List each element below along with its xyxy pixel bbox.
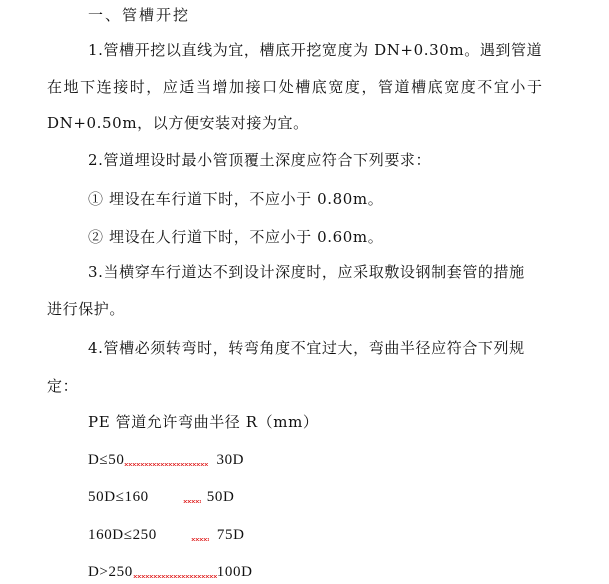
item-2-line-1: 2.管道埋设时最小管顶覆土深度应符合下列要求：: [88, 151, 432, 169]
row-condition: D>250: [88, 564, 133, 580]
bend-radius-row: [88, 487, 234, 507]
spellcheck-underline: [133, 572, 217, 578]
item-4-line-1: 4.管槽必须转弯时，转弯角度不宜过大，弯曲半径应符合下列规: [88, 339, 525, 357]
row-condition: D≤50: [88, 452, 125, 468]
item-1-line-3: DN+0.50m，以方便安装对接为宜。: [47, 114, 309, 132]
item-2-sub-1: ① 埋设在车行道下时，不应小于 0.80m。: [88, 190, 384, 208]
row-radius: 30D: [216, 452, 245, 468]
row-condition: 50D≤160: [88, 489, 149, 505]
row-condition: 160D≤250: [88, 527, 157, 543]
bend-radius-row: [88, 562, 253, 582]
item-1-line-1: 1.管槽开挖以直线为宜，槽底开挖宽度为 DN+0.30m。遇到管道: [88, 41, 543, 59]
bend-radius-row: [88, 525, 245, 545]
item-3-line-2: 进行保护。: [47, 300, 126, 318]
row-radius: 75D: [216, 527, 245, 543]
item-3-line-1: 3.当横穿车行道达不到设计深度时，应采取敷设钢制套管的措施: [88, 263, 525, 281]
spellcheck-underline: [124, 460, 208, 466]
spellcheck-underline: [191, 535, 209, 541]
item-4-line-2: 定：: [47, 377, 79, 395]
spellcheck-underline: [183, 497, 201, 503]
item-2-sub-2: ② 埋设在人行道下时，不应小于 0.60m。: [88, 228, 384, 246]
bend-radius-title: PE 管道允许弯曲半径 R（mm）: [88, 413, 319, 431]
bend-radius-row: [88, 450, 244, 470]
row-radius: 50D: [206, 489, 235, 505]
row-radius: 100D: [216, 564, 253, 580]
item-1-line-2: 在地下连接时，应适当增加接口处槽底宽度，管道槽底宽度不宜小于: [47, 78, 544, 96]
section-heading: 一、管槽开挖: [88, 6, 191, 24]
